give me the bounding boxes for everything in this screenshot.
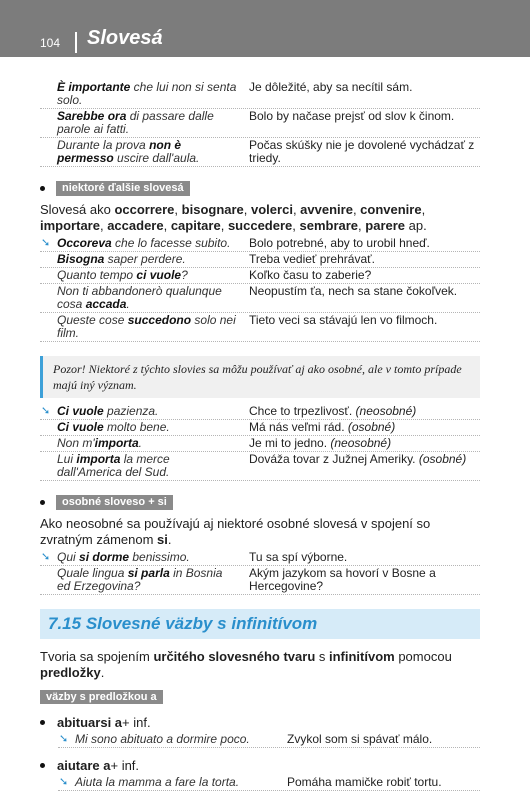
section2-intro: Ako neosobné sa používajú aj niektoré osobné slovesá v spojení so zvratným zámenom si. (40, 516, 431, 547)
page-number: 104 (40, 36, 61, 50)
section-tag-others (40, 181, 480, 196)
example-row: Queste cose succedono solo nei film. Tieto veci sa stávajú len vo filmoch. (40, 313, 480, 342)
example-row: Durante la prova non è permesso uscire dall'aula. Počas skúšky nie je dovolené vychádzať z triedy. (40, 138, 480, 167)
example-row: Quanto tempo ci vuole? Koľko času to zaberie? (40, 268, 480, 284)
example-row: Quale lingua si parla in Bosnia ed Erzegovina? Akým jazykom sa hovorí v Bosne a Hercegovine? (40, 566, 480, 595)
verb-item: aiutare a + inf. (40, 758, 480, 773)
verb-item: abituarsi a + inf. (40, 715, 480, 730)
tag-label: väzby s predložkou a (40, 690, 163, 704)
page-header (0, 0, 530, 57)
arrow-down-right-icon: ➘ (59, 733, 69, 745)
verb-example: ➘ Aiuta la mamma a fare la torta. Pomáha mamičke robiť tortu. (58, 775, 480, 791)
page-content (40, 80, 480, 791)
arrow-down-right-icon: ➘ (41, 405, 51, 417)
section-title: 7.15 Slovesné väzby s infinitívom (48, 614, 318, 633)
section-tag-a (40, 687, 163, 705)
example-row: Ci vuole molto bene. Má nás veľmi rád. (osobné) (40, 420, 480, 436)
arrow-down-right-icon: ➘ (41, 551, 51, 563)
example-row: Non ti abbandonerò qualunque cosa accada. Neopustím ťa, nech sa stane čokoľvek. (40, 284, 480, 313)
top-examples (40, 80, 480, 167)
bullet-icon (40, 500, 45, 505)
tag-label: osobné sloveso + si (56, 495, 173, 510)
section1-intro: Slovesá ako occorrere, bisognare, volerci, avvenire, convenire, importare, accadere, capitare, succedere, sembrare, parere ap. (40, 202, 427, 233)
arrow-down-right-icon: ➘ (59, 776, 69, 788)
section1-examples (40, 236, 480, 342)
note-examples (40, 404, 480, 481)
bullet-icon (40, 186, 45, 191)
section-715-intro: Tvoria sa spojením určitého slovesného tvaru s infinitívom pomocou predložky. (40, 649, 452, 680)
example-row: Lui importa la merce dall'America del Sud. Dováža tovar z Južnej Ameriky. (osobné) (40, 452, 480, 481)
tag-label: niektoré ďalšie slovesá (56, 181, 190, 196)
example-row: Sarebbe ora di passare dalle parole ai fatti. Bolo by načase prejsť od slov k činom. (40, 109, 480, 138)
example-row: ➘ Ci vuole pazienza. Chce to trpezlivosť. (neosobné) (40, 404, 480, 420)
warning-note: Pozor! Niektoré z týchto slovies sa môžu používať aj ako osobné, ale v tomto prípade majú iný význam. (40, 356, 480, 398)
arrow-down-right-icon: ➘ (41, 237, 51, 249)
section-tag-personal (40, 495, 480, 510)
header-divider (75, 32, 77, 53)
verb-example: ➘ Mi sono abituato a dormire poco. Zvykol som si spávať málo. (58, 732, 480, 748)
bullet-icon (40, 763, 45, 768)
example-row: È importante che lui non si senta solo. Je dôležité, aby sa necítil sám. (40, 80, 480, 109)
chapter-title: Slovesá (87, 27, 163, 49)
section2-examples (40, 550, 480, 595)
bullet-icon (40, 720, 45, 725)
example-row: ➘ Occoreva che lo facesse subito. Bolo potrebné, aby to urobil hneď. (40, 236, 480, 252)
example-row: ➘ Qui si dorme benissimo. Tu sa spí výborne. (40, 550, 480, 566)
section-heading-7-15 (40, 609, 480, 639)
example-row: Non m'importa. Je mi to jedno. (neosobné) (40, 436, 480, 452)
example-row: Bisogna saper perdere. Treba vedieť prehrávať. (40, 252, 480, 268)
